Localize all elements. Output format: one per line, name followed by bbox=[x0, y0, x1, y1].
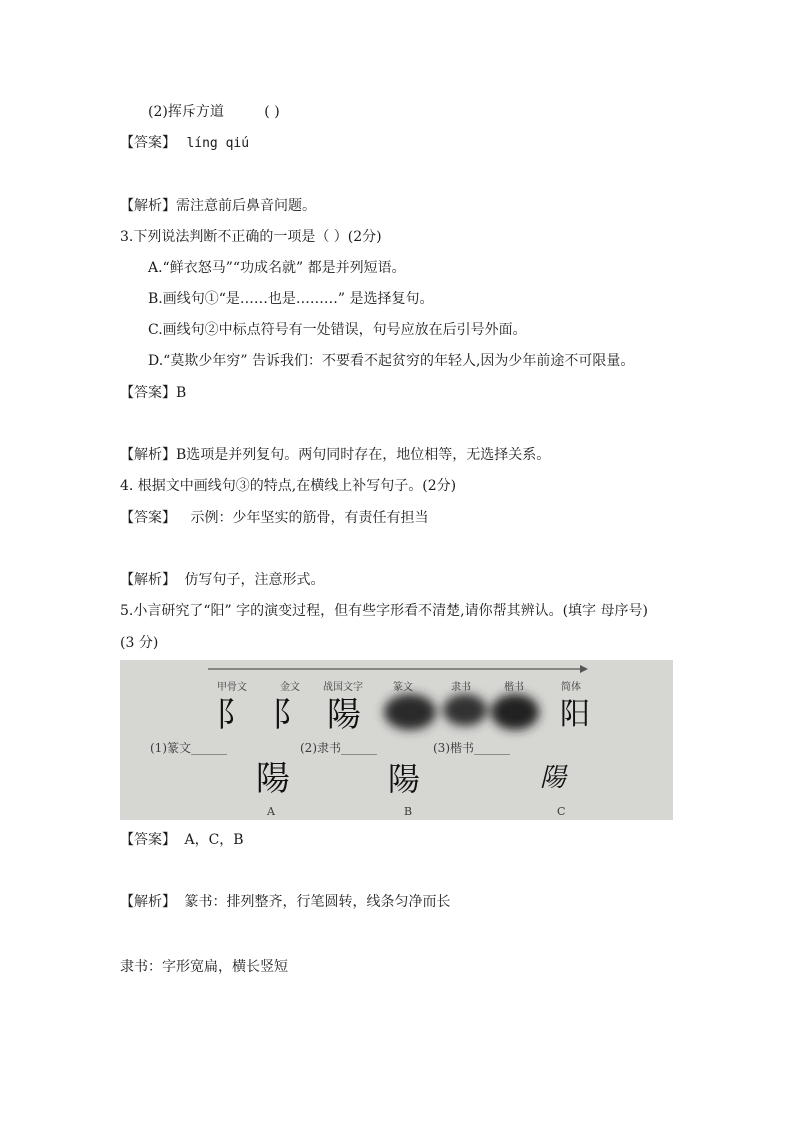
option-a-letter: A bbox=[267, 805, 275, 818]
q2-answer-line bbox=[120, 133, 249, 154]
simplified-glyph: 阳 bbox=[560, 697, 590, 732]
q2-item-text: (2)挥斥方道 bbox=[148, 104, 224, 120]
smudge-regular bbox=[491, 694, 539, 730]
q5-stem-line2: (3 分) bbox=[120, 635, 159, 651]
oracle-bone-glyph: 阝 bbox=[216, 695, 250, 735]
q5-analysis-line bbox=[120, 892, 450, 912]
q4-analysis-line bbox=[120, 570, 324, 590]
option-a-glyph: 陽 bbox=[256, 759, 290, 799]
q2-analysis-line bbox=[120, 196, 316, 216]
q2-analysis: 需注意前后鼻音问题。 bbox=[176, 198, 316, 214]
timeline-label: 战国文字 bbox=[323, 682, 363, 693]
q4-answer: 示例：少年坚实的筋骨，有责任有担当 bbox=[190, 510, 429, 526]
timeline-label: 简体 bbox=[561, 682, 581, 693]
analysis-tag: 【解析】 bbox=[120, 447, 176, 463]
q2-item bbox=[148, 102, 280, 122]
q5-answer-line bbox=[120, 830, 244, 850]
q3-option-c: C.画线句②中标点符号有一处错误，句号应放在后引号外面。 bbox=[148, 322, 527, 338]
option-b-letter: B bbox=[404, 805, 413, 818]
blank-seal: (1)篆文______ bbox=[150, 741, 227, 755]
q2-paren: ( ) bbox=[264, 104, 280, 120]
q4-analysis: 仿写句子，注意形式。 bbox=[184, 572, 325, 588]
analysis-tag: 【解析】 bbox=[120, 198, 176, 214]
timeline-label: 隶书 bbox=[451, 682, 471, 693]
q3-option-b: B.画线句①“是……也是………” 是选择复句。 bbox=[148, 291, 434, 307]
blank-clerical: (2)隶书______ bbox=[300, 741, 377, 755]
q3-option-d: D.“莫欺少年穷” 告诉我们：不要看不起贫穷的年轻人,因为少年前途不可限量。 bbox=[148, 353, 635, 369]
answer-tag: 【答案】 bbox=[120, 832, 176, 848]
answer-tag: 【答案】 bbox=[120, 385, 176, 401]
q3-analysis-line bbox=[120, 445, 550, 465]
option-c-glyph: 陽 bbox=[540, 763, 567, 793]
q2-answer: líng qiú bbox=[186, 136, 250, 151]
q5-stem-line1: 5.小言研究了“阳” 字的演变过程，但有些字形看不清楚,请你帮其辨认。(填字 母序号) bbox=[120, 603, 648, 619]
analysis-tag: 【解析】 bbox=[120, 572, 176, 588]
timeline-label: 篆文 bbox=[393, 682, 413, 693]
smudged-glyphs bbox=[384, 694, 539, 730]
q3-analysis: B选项是并列复句。两句同时存在，地位相等，无选择关系。 bbox=[176, 447, 551, 463]
analysis-tag: 【解析】 bbox=[120, 894, 176, 910]
answer-tag: 【答案】 bbox=[120, 510, 176, 526]
answer-tag: 【答案】 bbox=[120, 135, 176, 151]
q3-stem: 3.下列说法判断不正确的一项是（ ）(2分) bbox=[120, 229, 382, 245]
timeline-label: 楷书 bbox=[504, 682, 524, 693]
figure-svg bbox=[120, 660, 673, 820]
q4-answer-line bbox=[120, 508, 428, 528]
q5-answer: A，C，B bbox=[184, 832, 244, 848]
q5-analysis: 篆书：排列整齐，行笔圆转，线条匀净而长 bbox=[184, 894, 451, 910]
yang-evolution-figure bbox=[120, 660, 673, 820]
smudge-clerical bbox=[443, 694, 487, 726]
q5-extra-line: 隶书：字形宽扁，横长竖短 bbox=[120, 959, 288, 975]
q4-stem: 4. 根据文中画线句③的特点,在横线上补写句子。(2分) bbox=[120, 478, 457, 494]
blank-regular: (3)楷书______ bbox=[433, 741, 510, 755]
warring-states-glyph: 陽 bbox=[327, 695, 361, 735]
option-b-glyph: 陽 bbox=[388, 760, 421, 798]
q3-answer: B bbox=[176, 385, 187, 401]
timeline-label: 甲骨文 bbox=[217, 682, 247, 693]
smudge-seal bbox=[384, 694, 436, 730]
option-c-letter: C bbox=[557, 805, 566, 818]
q3-option-a: A.“鲜衣怒马”“功成名就” 都是并列短语。 bbox=[148, 260, 406, 276]
timeline-label: 金文 bbox=[280, 682, 300, 693]
bronze-glyph: 阝 bbox=[272, 695, 306, 735]
q3-answer-line bbox=[120, 383, 186, 403]
